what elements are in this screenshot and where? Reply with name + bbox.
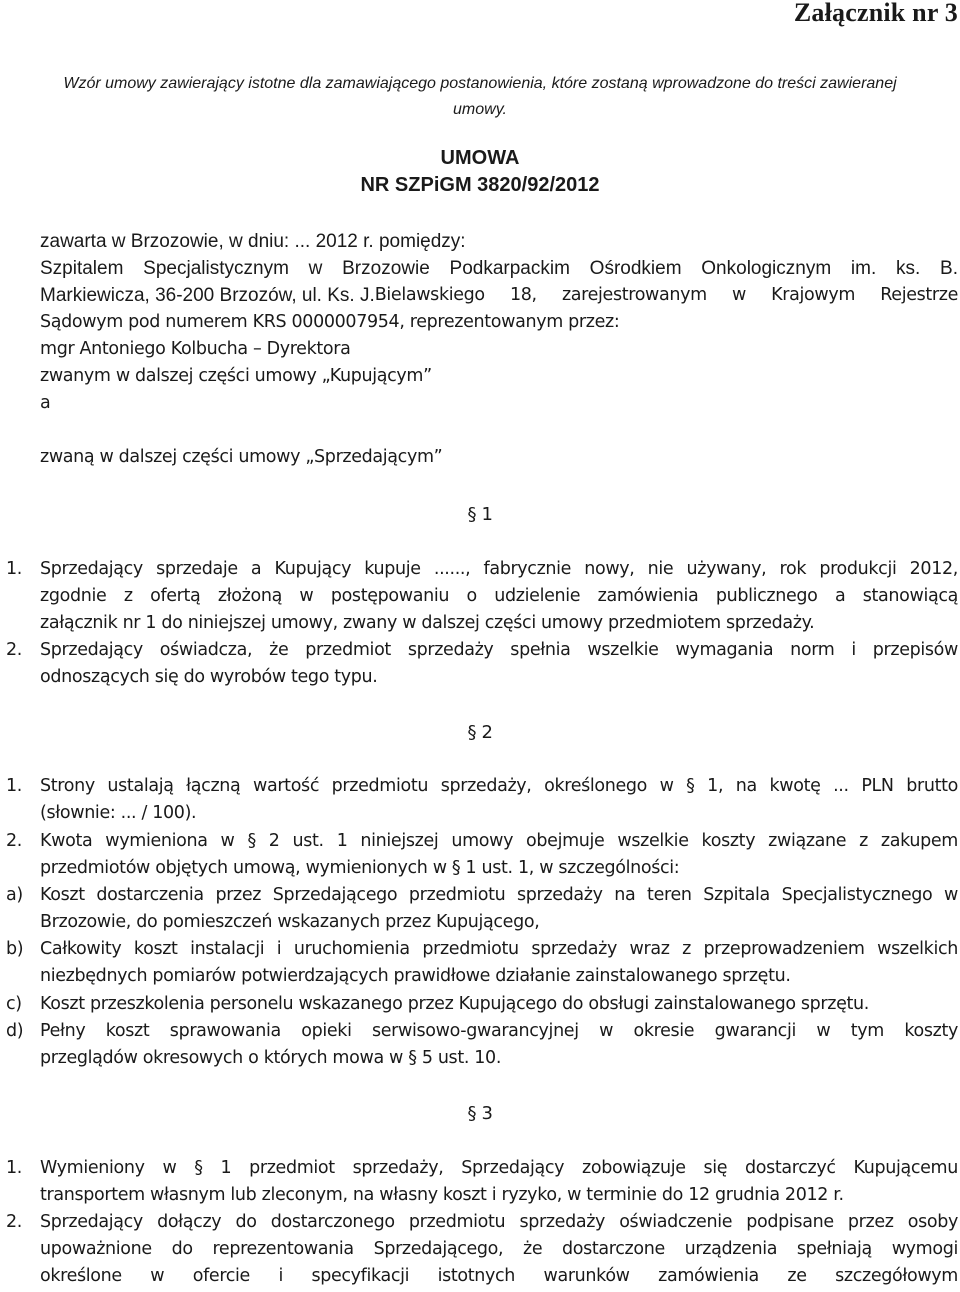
item-number: 2.	[6, 1212, 22, 1232]
contract-title: UMOWA	[440, 147, 520, 169]
preamble-line	[40, 282, 958, 309]
item-line: Pełny koszt sprawowania opieki serwisowo-gwarancyjnej w okresie gwarancji w tym koszty	[40, 1021, 958, 1041]
item-line: transportem własnym lub zleconym, na własny koszt i ryzyko, w terminie do 12 grudnia 2012 r.	[40, 1185, 844, 1205]
preamble-line: Sądowym pod numerem KRS 0000007954, reprezentowanym przez:	[40, 312, 620, 332]
item-number: 2.	[6, 831, 22, 851]
preamble-line: zwaną w dalszej części umowy „Sprzedającym”	[40, 447, 443, 467]
section-heading: § 3	[467, 1103, 493, 1124]
item-number: 1.	[6, 1158, 22, 1178]
item-line: upoważnione do reprezentowania Sprzedającego, że dostarczone urządzenia spełniają wymogi	[40, 1239, 958, 1259]
preamble-line: a	[40, 393, 51, 413]
intro-note: Wzór umowy zawierający istotne dla zamawiającego postanowienia, które zostaną wprowadzone do treści zawieranej umowy.	[63, 75, 897, 118]
annex-label: Załącznik nr 3	[793, 0, 958, 27]
item-line: Strony ustalają łączną wartość przedmiotu sprzedaży, określonego w § 1, na kwotę ... PLN brutto	[40, 776, 958, 796]
item-line: niezbędnych pomiarów potwierdzających prawidłowe działanie zainstalowanego sprzętu.	[40, 966, 791, 986]
item-line: przeglądów okresowych o których mowa w § 5 ust. 10.	[40, 1048, 502, 1068]
item-letter: b)	[6, 939, 24, 959]
item-letter: c)	[6, 994, 22, 1014]
preamble-line-part: Markiewicza, 36-200 Brzozów, ul. Ks. J.	[40, 285, 375, 306]
contract-number: NR SZPiGM 3820/92/2012	[360, 174, 600, 196]
preamble-line: zawarta w Brzozowie, w dniu: ... 2012 r. pomiędzy:	[40, 231, 466, 252]
preamble-line-part: Bielawskiego 18, zarejestrowanym w Krajowym Rejestrze	[374, 285, 958, 305]
item-number: 1.	[6, 559, 22, 579]
item-letter: d)	[6, 1021, 24, 1041]
item-line: Sprzedający oświadcza, że przedmiot sprzedaży spełnia wszelkie wymagania norm i przepisów	[40, 640, 958, 660]
item-line: Sprzedający sprzedaje a Kupujący kupuje ......, fabrycznie nowy, nie używany, rok produkcji 2012,	[40, 559, 958, 579]
item-line: Brzozowie, do pomieszczeń wskazanych przez Kupującego,	[40, 912, 540, 932]
preamble-line: mgr Antoniego Kolbucha – Dyrektora	[40, 339, 351, 359]
section-heading: § 2	[467, 722, 493, 743]
preamble-line: Szpitalem Specjalistycznym w Brzozowie Podkarpackim Ośrodkiem Onkologicznym im. ks. B.	[40, 258, 958, 279]
item-line: Całkowity koszt instalacji i uruchomienia przedmiotu sprzedaży wraz z przeprowadzeniem wszelkich	[40, 939, 958, 959]
item-line: odnoszących się do wyrobów tego typu.	[40, 667, 378, 687]
item-line: Sprzedający dołączy do dostarczonego przedmiotu sprzedaży oświadczenie podpisane przez osoby	[40, 1212, 958, 1232]
item-number: 2.	[6, 640, 22, 660]
item-line: zgodnie z ofertą złożoną w postępowaniu o udzielenie zamówienia publicznego a stanowiącą	[40, 586, 958, 606]
section-heading: § 1	[467, 504, 493, 525]
preamble-line: zwanym w dalszej części umowy „Kupującym”	[40, 366, 432, 386]
item-number: 1.	[6, 776, 22, 796]
item-line: Wymieniony w § 1 przedmiot sprzedaży, Sprzedający zobowiązuje się dostarczyć Kupującemu	[40, 1158, 958, 1178]
item-letter: a)	[6, 885, 23, 905]
item-line: Kwota wymieniona w § 2 ust. 1 niniejszej umowy obejmuje wszelkie koszty związane z zakupem	[40, 831, 958, 851]
item-line: przedmiotów objętych umową, wymienionych w § 1 ust. 1, w szczególności:	[40, 858, 680, 878]
item-line: (słownie: ... / 100).	[40, 803, 197, 823]
item-line: załącznik nr 1 do niniejszej umowy, zwany w dalszej części umowy przedmiotem sprzedaży.	[40, 613, 815, 633]
item-line: określone w ofercie i specyfikacji istotnych warunków zamówienia ze szczegółowym	[40, 1266, 958, 1286]
item-line: Koszt dostarczenia przez Sprzedającego przedmiotu sprzedaży na teren Szpitala Specjalistycznego w	[40, 885, 958, 905]
item-line: Koszt przeszkolenia personelu wskazanego przez Kupującego do obsługi zainstalowanego sprzętu.	[40, 994, 869, 1014]
